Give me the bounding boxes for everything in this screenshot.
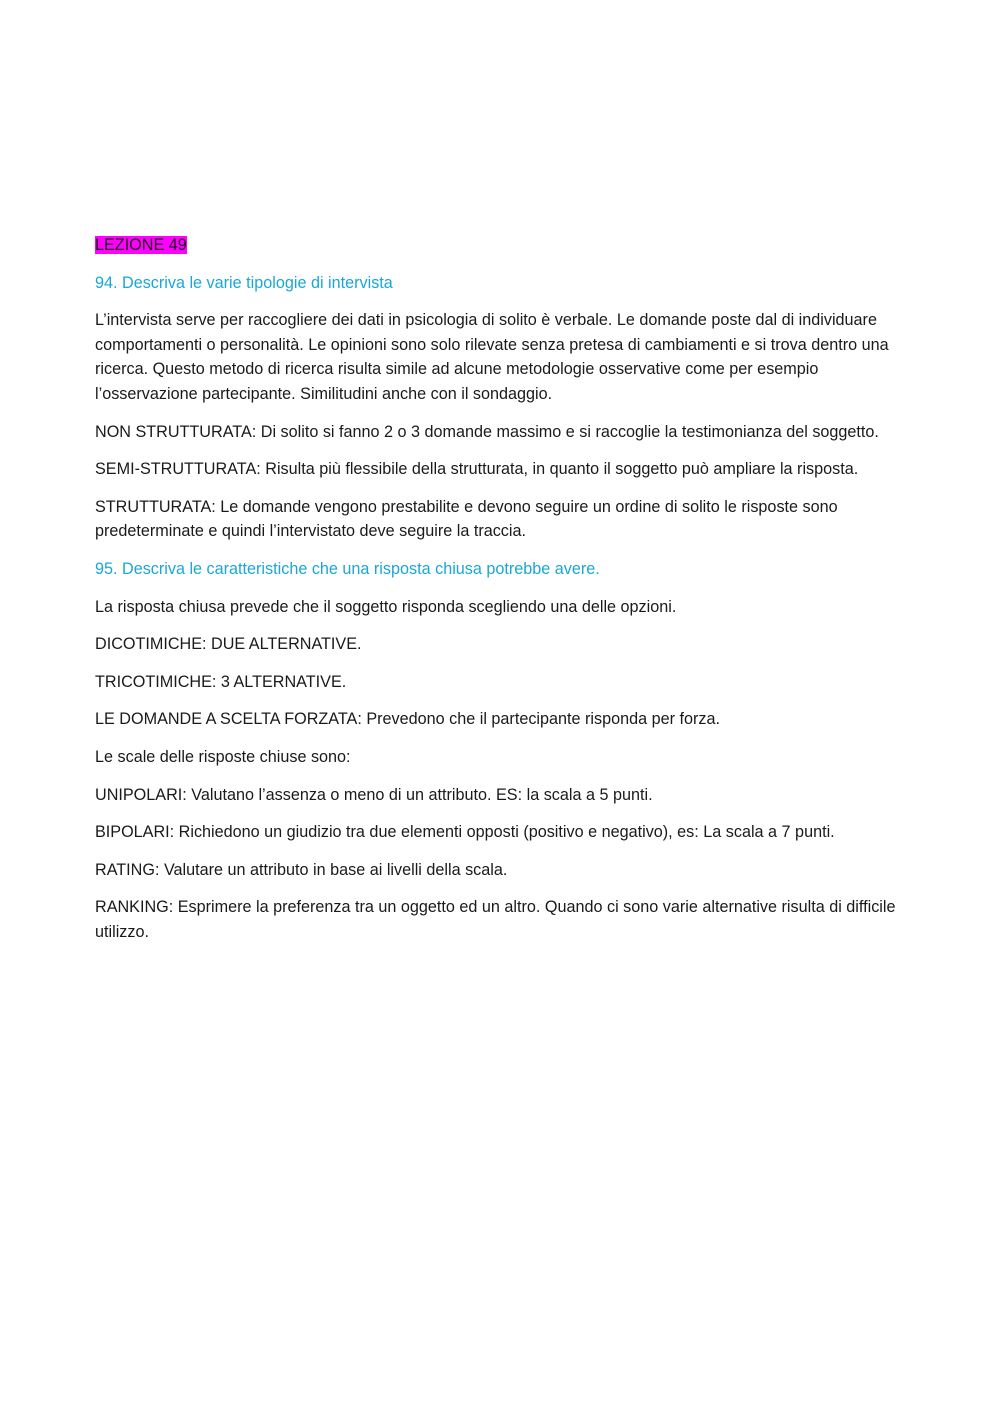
q94-non-strutturata: NON STRUTTURATA: Di solito si fanno 2 o 3 domande massimo e si raccoglie la testimonianza del soggetto.	[95, 422, 879, 441]
q95-scale-intro: Le scale delle risposte chiuse sono:	[95, 747, 351, 766]
q94-intro-paragraph: L’intervista serve per raccogliere dei dati in psicologia di solito è verbale. Le domande poste dal di individuare comportamenti o personalità. Le opinioni sono solo rilevate senza pretesa di cambiamenti e si trova dentro una ricerca. Questo metodo di ricerca risulta simile ad alcune metodologie osservative come per esempio l’osservazione partecipante. Similitudini anche con il sondaggio.	[95, 311, 889, 403]
q95-tricotimiche: TRICOTIMICHE: 3 ALTERNATIVE.	[95, 672, 347, 691]
document-page	[95, 233, 905, 957]
q95-bipolari: BIPOLARI: Richiedono un giudizio tra due elementi opposti (positivo e negativo), es: La scala a 7 punti.	[95, 823, 835, 842]
question-95-title: 95. Descriva le caratteristiche che una risposta chiusa potrebbe avere.	[95, 559, 600, 578]
q94-semi-strutturata: SEMI-STRUTTURATA: Risulta più flessibile della strutturata, in quanto il soggetto può ampliare la risposta.	[95, 460, 859, 479]
question-94-title: 94. Descriva le varie tipologie di intervista	[95, 273, 393, 292]
lesson-heading	[95, 233, 905, 258]
q94-strutturata: STRUTTURATA: Le domande vengono prestabilite e devono seguire un ordine di solito le risposte sono predeterminate e quindi l’intervistato deve seguire la traccia.	[95, 497, 838, 541]
q95-unipolari: UNIPOLARI: Valutano l’assenza o meno di un attributo. ES: la scala a 5 punti.	[95, 785, 653, 804]
q95-dicotimiche: DICOTIMICHE: DUE ALTERNATIVE.	[95, 635, 362, 654]
lesson-label: LEZIONE 49	[95, 236, 187, 254]
q95-scelta-forzata: LE DOMANDE A SCELTA FORZATA: Prevedono che il partecipante risponda per forza.	[95, 710, 720, 729]
q95-rating: RATING: Valutare un attributo in base ai livelli della scala.	[95, 860, 508, 879]
q95-ranking: RANKING: Esprimere la preferenza tra un oggetto ed un altro. Quando ci sono varie alternative risulta di difficile utilizzo.	[95, 898, 896, 941]
q95-intro-paragraph: La risposta chiusa prevede che il soggetto risponda scegliendo una delle opzioni.	[95, 597, 677, 616]
